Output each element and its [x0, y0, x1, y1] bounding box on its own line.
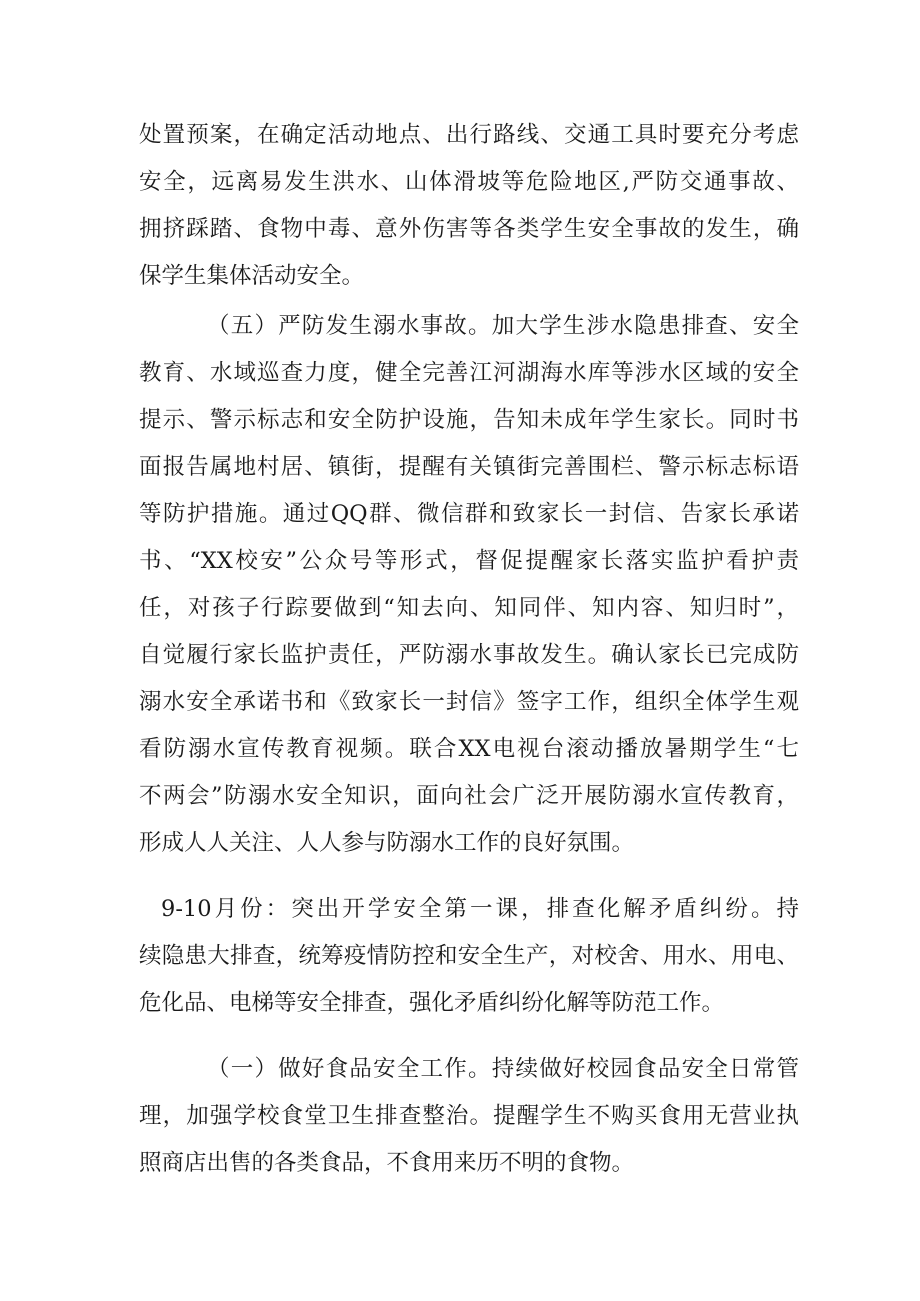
text-line: 形成人人关注、人人参与防溺水工作的良好氛围。	[139, 830, 635, 856]
text-line: 理，加强学校食堂卫生排查整治。提醒学生不购买食用无营业执	[139, 1103, 799, 1129]
text-line: 9-10月份：突出开学安全第一课，排查化解矛盾纠纷。持	[161, 896, 799, 922]
text-line: 任，对孩子行踪要做到“知去向、知同伴、知内容、知归时”，	[139, 595, 799, 621]
text-line: （一）做好食品安全工作。持续做好校园食品安全日常管	[207, 1056, 799, 1082]
text-line: 危化品、电梯等安全排查，强化矛盾纠纷化解等防范工作。	[139, 990, 725, 1016]
text-line: 处置预案，在确定活动地点、出行路线、交通工具时要充分考虑	[139, 122, 799, 148]
text-line: 面报告属地村居、镇街，提醒有关镇街完善围栏、警示标志标语	[139, 454, 799, 480]
text-line: 教育、水域巡查力度，健全完善江河湖海水库等涉水区域的安全	[139, 360, 799, 386]
text-line: 不两会”防溺水安全知识，面向社会广泛开展防溺水宣传教育，	[139, 783, 799, 809]
text-line: 等防护措施。通过QQ群、微信群和致家长一封信、告家长承诺	[139, 501, 799, 527]
text-line: 续隐患大排查，统筹疫情防控和安全生产，对校舍、用水、用电、	[139, 943, 799, 969]
text-line: 看防溺水宣传教育视频。联合XX电视台滚动播放暑期学生“七	[139, 736, 799, 762]
text-line: 保学生集体活动安全。	[139, 263, 365, 289]
text-line: 自觉履行家长监护责任，严防溺水事故发生。确认家长已完成防	[139, 642, 799, 668]
text-line: 安全，远离易发生洪水、山体滑坡等危险地区,严防交通事故、	[139, 169, 799, 195]
text-line: 照商店出售的各类食品，不食用来历不明的食物。	[139, 1150, 635, 1176]
text-line: （五）严防发生溺水事故。加大学生涉水隐患排查、安全	[207, 313, 799, 339]
text-line: 溺水安全承诺书和《致家长一封信》签字工作，组织全体学生观	[139, 689, 799, 715]
text-line: 拥挤踩踏、食物中毒、意外伤害等各类学生安全事故的发生，确	[139, 216, 799, 242]
text-line: 书、“XX校安”公众号等形式，督促提醒家长落实监护看护责	[139, 548, 799, 574]
text-line: 提示、警示标志和安全防护设施，告知未成年学生家长。同时书	[139, 407, 799, 433]
